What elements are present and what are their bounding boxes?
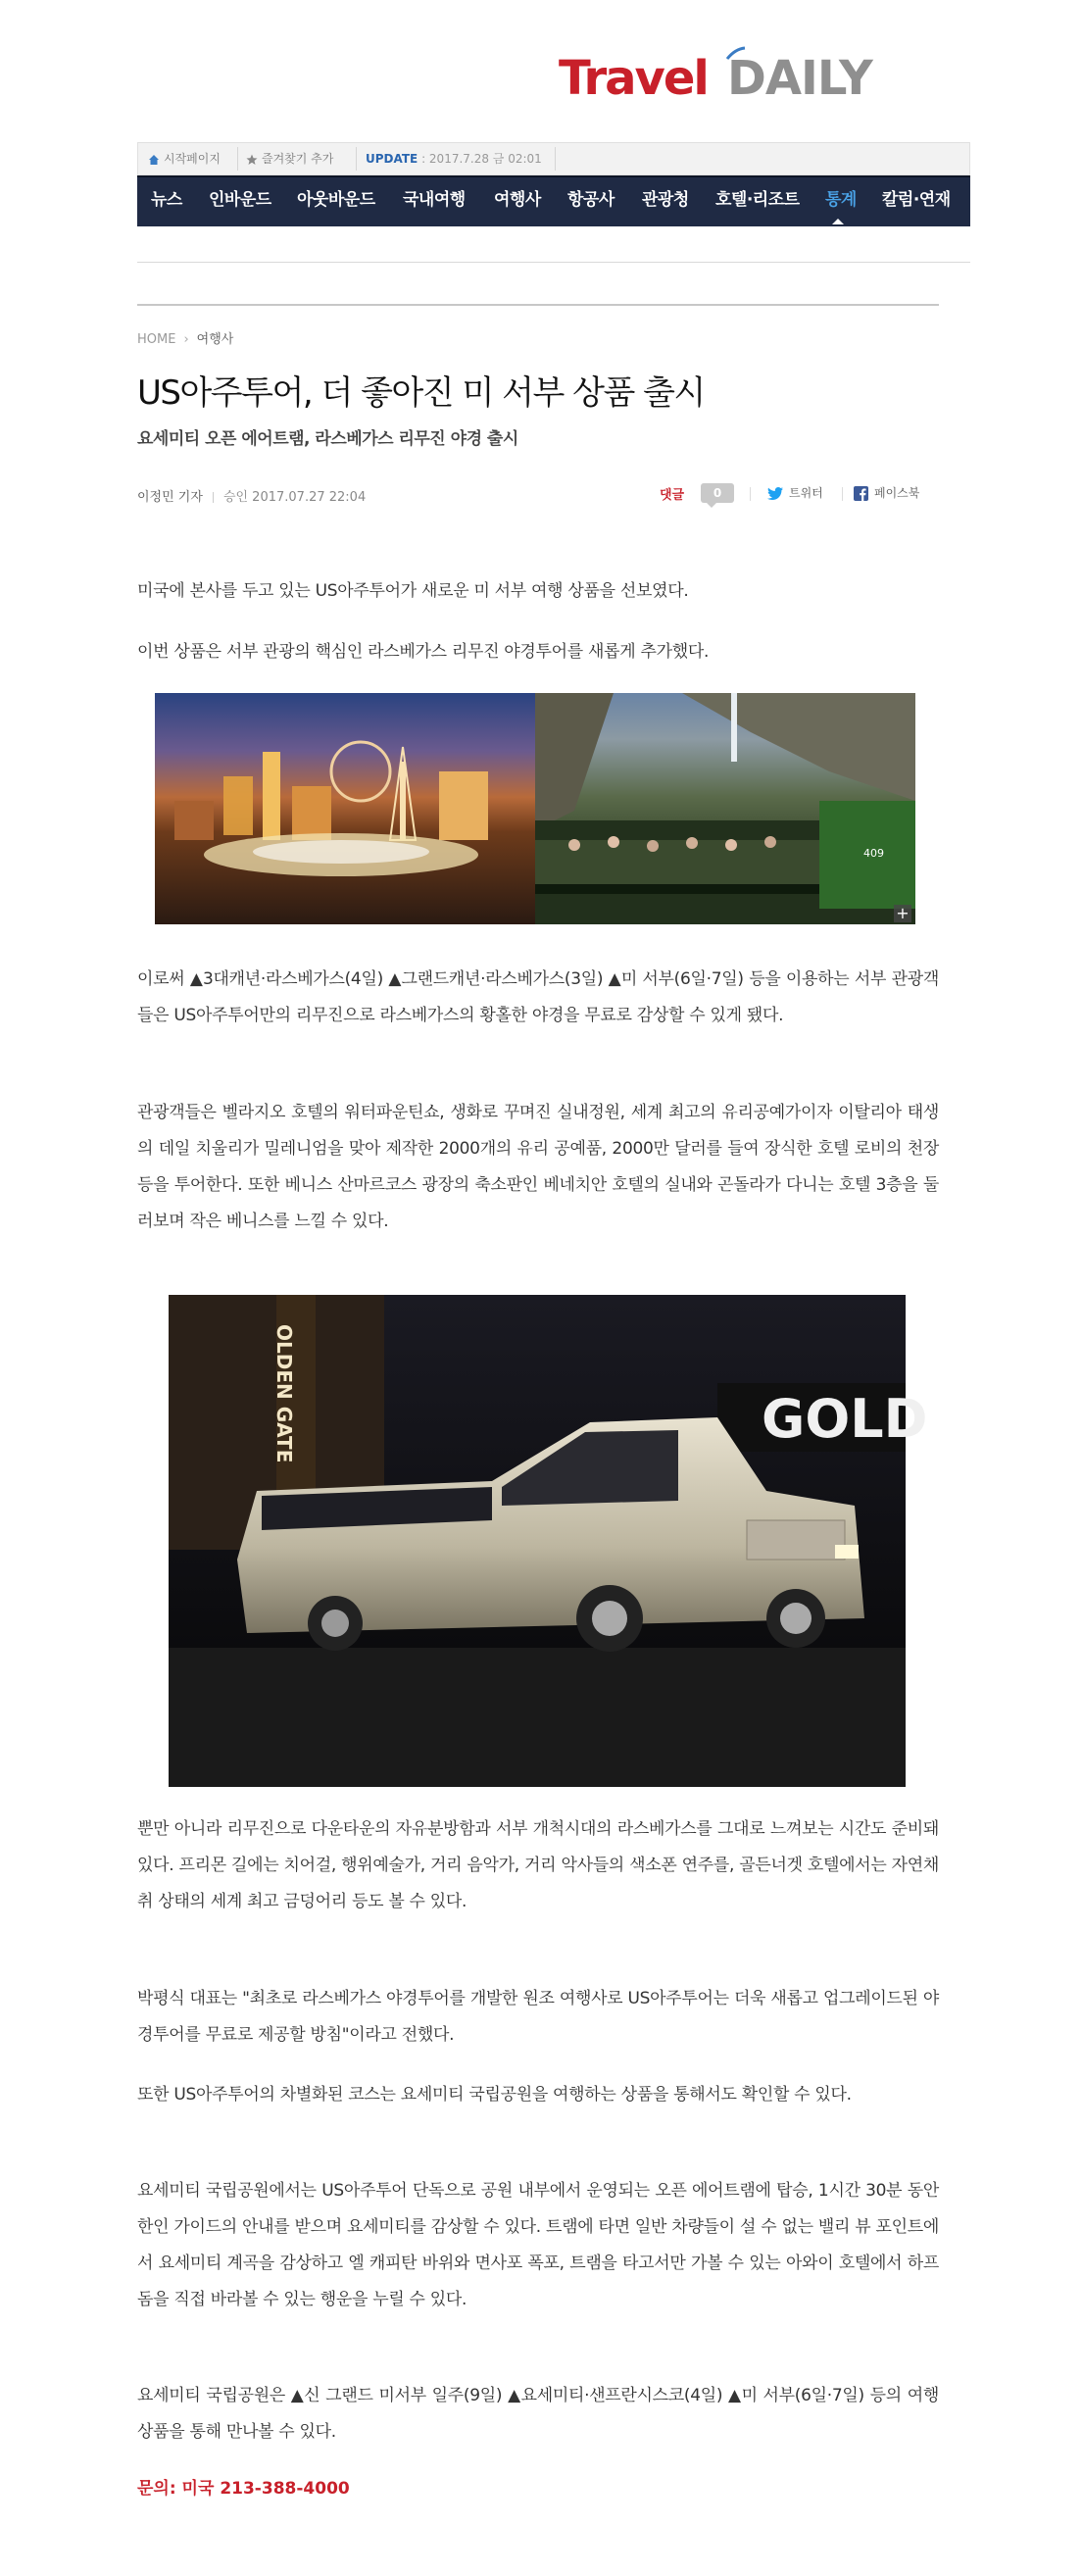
comment-count-badge[interactable]: 0 — [701, 483, 734, 503]
breadcrumb-home[interactable]: HOME — [137, 332, 176, 347]
facebook-label: 페이스북 — [874, 486, 920, 500]
update-value: : 2017.7.28 금 02:01 — [418, 152, 542, 166]
twitter-share-button[interactable] — [767, 484, 823, 501]
bookmark-link[interactable] — [246, 143, 333, 174]
site-logo[interactable] — [559, 47, 951, 116]
publish-date: 승인 2017.07.27 22:04 — [222, 490, 367, 505]
facebook-icon — [854, 486, 868, 501]
update-info — [366, 143, 542, 174]
article-paragraph: 관광객들은 벨라지오 호텔의 워터파운틴쇼, 생화로 꾸며진 실내정원, 세계 최고의 유리공예가이자 이탈리아 태생의 데일 치울리가 밀레니엄을 맞아 제작한 2000개의 유리 공예품, 2000만 달러를 들여 장식한 호텔 로비의 천장 등을 투어한다. 또한 베니스 산마르코스 광장의 축소판인 베네치안 호텔의 실내와 곤돌라가 다니는 호텔 3층을 둘러보며 작은 베니스를 느낄 수 있다. — [137, 1103, 939, 1231]
expand-image-icon[interactable]: + — [894, 905, 911, 922]
article-paragraph: 또한 US아주투어의 차별화된 코스는 요세미티 국립공원을 여행하는 상품을 통해서도 확인할 수 있다. — [137, 2085, 852, 2105]
home-icon — [148, 154, 160, 166]
article-image-limousine[interactable] — [169, 1295, 928, 1787]
lasvegas-skyline-graphic — [155, 693, 535, 924]
gold-sign: GOLD — [762, 1388, 928, 1450]
twitter-icon — [767, 487, 783, 500]
article-paragraph: 이로써 ▲3대캐년·라스베가스(4일) ▲그랜드캐년·라스베가스(3일) ▲미 서부(6일·7일) 등을 이용하는 서부 관광객들은 US아주투어만의 리무진으로 라스베가스의 황홀한 야경을 무료로 감상할 수 있게 됐다. — [137, 969, 939, 1025]
nav-item-outbound[interactable]: 아웃바운드 — [297, 190, 375, 210]
article-paragraph: 요세미티 국립공원은 ▲신 그랜드 미서부 일주(9일) ▲요세미티·샌프란시스코(4일) ▲미 서부(6일·7일) 등의 여행상품을 통해 만나볼 수 있다. — [137, 2386, 939, 2442]
article-title: US아주투어, 더 좋아진 미 서부 상품 출시 — [137, 373, 705, 413]
chevron-right-icon: › — [183, 332, 189, 347]
update-label: UPDATE — [366, 152, 418, 166]
article-paragraph: 이번 상품은 서부 관광의 핵심인 라스베가스 리무진 야경투어를 새롭게 추가했다. — [137, 642, 710, 662]
divider — [555, 147, 556, 171]
breadcrumb — [137, 328, 233, 347]
article-paragraph: 뿐만 아니라 리무진으로 다운타운의 자유분방함과 서부 개척시대의 라스베가스를 그대로 느껴보는 시간도 준비돼 있다. 프리몬 길에는 치어걸, 행위예술가, 거리 음악가, 거리 악사들의 색소폰 연주를, 골든너겟 호텔에서는 자연채취 상태의 세계 최고 금덩어리 등도 볼 수 있다. — [137, 1819, 939, 1911]
home-link-label: 시작페이지 — [164, 152, 221, 166]
main-nav — [137, 175, 970, 226]
nav-item-tourism-board[interactable]: 관광청 — [642, 190, 689, 210]
utility-bar — [137, 142, 970, 175]
limousine-photo — [169, 1295, 928, 1787]
divider — [137, 304, 939, 306]
bookmark-link-label: 즐겨찾기 추가 — [262, 152, 334, 166]
divider — [842, 487, 843, 501]
star-icon — [246, 154, 258, 166]
home-link[interactable] — [148, 143, 221, 174]
article-subtitle: 요세미티 오픈 에어트램, 라스베가스 리무진 야경 출시 — [137, 429, 518, 449]
article-paragraph: 박평식 대표는 "최초로 라스베가스 야경투어를 개발한 원조 여행사로 US아주투어는 더욱 새롭고 업그레이드된 야경투어를 무료로 제공할 방침"이라고 전했다. — [137, 1989, 939, 2045]
article-meta — [137, 486, 366, 505]
facebook-share-button[interactable] — [854, 484, 919, 501]
logo-travel-text: Travel — [559, 51, 708, 106]
comment-link[interactable]: 댓글 — [660, 488, 685, 503]
divider — [356, 147, 357, 171]
golden-gate-sign: OLDEN GATE — [272, 1324, 296, 1463]
article-image-lasvegas-yosemite[interactable] — [155, 693, 915, 924]
nav-item-news[interactable]: 뉴스 — [151, 190, 182, 210]
divider — [237, 147, 238, 171]
nav-item-inbound[interactable]: 인바운드 — [209, 190, 271, 210]
share-bar — [660, 480, 939, 508]
divider — [213, 492, 214, 503]
yosemite-tram-graphic — [535, 693, 915, 924]
active-caret-icon — [832, 219, 844, 224]
article-paragraph: 미국에 본사를 두고 있는 US아주투어가 새로운 미 서부 여행 상품을 선보였다. — [137, 581, 689, 601]
breadcrumb-section[interactable]: 여행사 — [196, 332, 234, 347]
tram-number-label: 409 — [863, 847, 884, 860]
logo-daily-text: DAILY — [727, 51, 872, 106]
nav-item-statistics[interactable]: 통계 — [825, 190, 857, 210]
nav-item-agency[interactable]: 여행사 — [494, 190, 541, 210]
nav-item-domestic[interactable]: 국내여행 — [403, 190, 466, 210]
contact-info: 문의: 미국 213-388-4000 — [137, 2479, 350, 2499]
twitter-label: 트위터 — [789, 486, 823, 500]
author-name[interactable]: 이정민 기자 — [137, 490, 203, 505]
nav-item-airline[interactable]: 항공사 — [567, 190, 615, 210]
lasvegas-night-photo — [155, 693, 535, 924]
article-paragraph: 요세미티 국립공원에서는 US아주투어 단독으로 공원 내부에서 운영되는 오픈 에어트램에 탑승, 1시간 30분 동안 한인 가이드의 안내를 받으며 요세미티를 감상할 수 있다. 트램에 타면 일반 차량들이 설 수 없는 밸리 뷰 포인트에서 요세미티 계곡을 감상하고 엘 캐피탄 바위와 면사포 폭포, 트램을 타고서만 가볼 수 있는 아와이 호텔에서 하프돔을 직접 바라볼 수 있는 행운을 누릴 수 있다. — [137, 2181, 939, 2309]
nav-item-hotel-resort[interactable]: 호텔·리조트 — [715, 190, 800, 210]
divider — [137, 262, 970, 263]
yosemite-tram-photo — [535, 693, 915, 924]
nav-item-column[interactable]: 칼럼·연재 — [882, 190, 951, 210]
divider — [750, 487, 751, 501]
